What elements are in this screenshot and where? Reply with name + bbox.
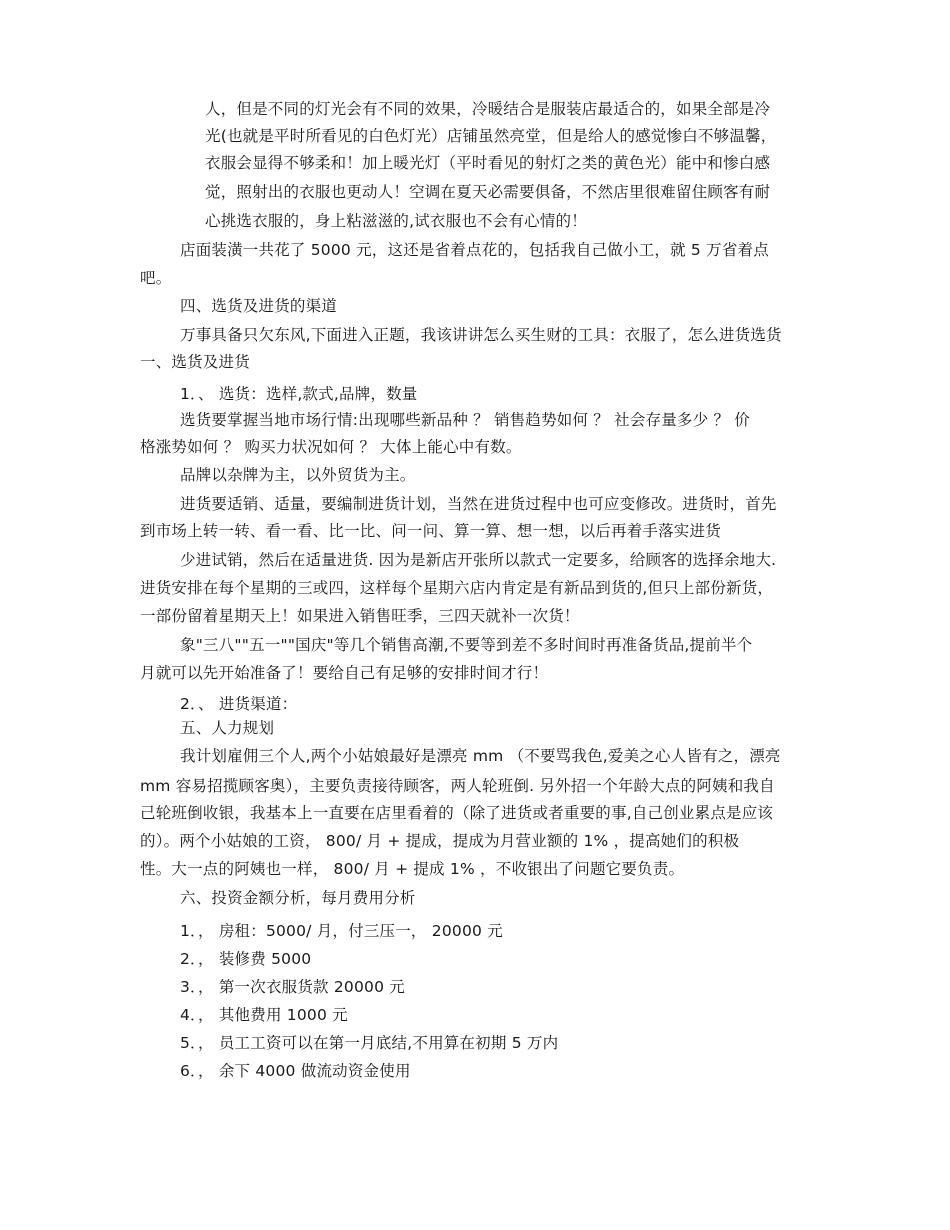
text-line: 觉，照射出的衣服也更动人！空调在夏天必需要俱备，不然店里很难留住顾客有耐 [205, 183, 771, 201]
text-line: 己轮班倒收银，我基本上一直要在店里看着的（除了进货或者重要的事,自己创业累点是应该 [140, 804, 774, 822]
text-line: 万事具备只欠东风,下面进入正题，我该讲讲怎么买生财的工具：衣服了，怎么进货选货 [180, 326, 782, 344]
section-heading: 六、投资金额分析，每月费用分析 [180, 889, 416, 907]
text-line: 进货安排在每个星期的三或四，这样每个星期六店内肯定是有新品到货的,但只上部份新货， [140, 579, 774, 597]
text-line: 心挑选衣服的，身上粘滋滋的,试衣服也不会有心情的！ [205, 212, 587, 230]
section-heading: 一、选货及进货 [140, 353, 250, 371]
list-item: 4．， 其他费用 1000 元 [180, 1006, 348, 1024]
text-line: 我计划雇佣三个人,两个小姑娘最好是漂亮 mm （不要骂我色,爱美之心人皆有之，漂亮 [180, 747, 781, 765]
text-line: 性。大一点的阿姨也一样， 800/ 月 + 提成 1% ，不收银出了问题它要负责。 [140, 860, 685, 878]
list-item: 1．、 选货：选样,款式,品牌，数量 [180, 385, 418, 403]
text-line: 光(也就是平时所看见的白色灯光）店铺虽然亮堂，但是给人的感觉惨白不够温馨， [205, 127, 777, 145]
text-line: 一部份留着星期天上！如果进入销售旺季，三四天就补一次货！ [140, 607, 580, 625]
text-line: 选货要掌握当地市场行情:出现哪些新品种 ？ 销售趋势如何 ？ 社会存量多少 ？ 价 [180, 411, 750, 429]
text-line: 人，但是不同的灯光会有不同的效果，冷暖结合是服装店最适合的，如果全部是冷 [205, 100, 771, 118]
text-line: 衣服会显得不够柔和！加上暖光灯（平时看见的射灯之类的黄色光）能中和惨白感 [205, 154, 771, 172]
text-line: 少进试销，然后在适量进货. 因为是新店开张所以款式一定要多，给顾客的选择余地大. [180, 551, 777, 569]
text-line: 吧。 [140, 269, 172, 287]
text-line: 的）。两个小姑娘的工资， 800/ 月 + 提成，提成为月营业额的 1% ，提高她们的积极 [140, 832, 740, 850]
text-line: 进货要适销、适量，要编制进货计划，当然在进货过程中也可应变修改。进货时，首先 [180, 495, 777, 513]
text-line: 店面装潢一共花了 5000 元，这还是省着点花的，包括我自己做小工，就 5 万省着点 [180, 241, 769, 259]
text-line: mm 容易招揽顾客奥），主要负责接待顾客，两人轮班倒. 另外招一个年龄大点的阿姨和我自 [140, 777, 775, 795]
list-item: 1．， 房租：5000/ 月，付三压一， 20000 元 [180, 922, 503, 940]
list-item: 5．， 员工工资可以在第一月底结,不用算在初期 5 万内 [180, 1034, 559, 1052]
text-line: 品牌以杂牌为主，以外贸货为主。 [180, 466, 416, 484]
list-item: 2．、 进货渠道： [180, 695, 298, 713]
list-item: 3．， 第一次衣服货款 20000 元 [180, 978, 406, 996]
section-heading: 四、选货及进货的渠道 [180, 297, 338, 315]
text-line: 月就可以先开始准备了！要给自己有足够的安排时间才行！ [140, 664, 549, 682]
text-line: 象"三八""五一""国庆"等几个销售高潮,不要等到差不多时间时再准备货品,提前半个 [180, 636, 753, 654]
list-item: 6．， 余下 4000 做流动资金使用 [180, 1062, 411, 1080]
text-line: 到市场上转一转、看一看、比一比、问一问、算一算、想一想，以后再着手落实进货 [140, 522, 721, 540]
section-heading: 五、人力规划 [180, 719, 275, 737]
list-item: 2．， 装修费 5000 [180, 950, 312, 968]
text-line: 格涨势如何 ？ 购买力状况如何 ？ 大体上能心中有数。 [140, 438, 522, 456]
